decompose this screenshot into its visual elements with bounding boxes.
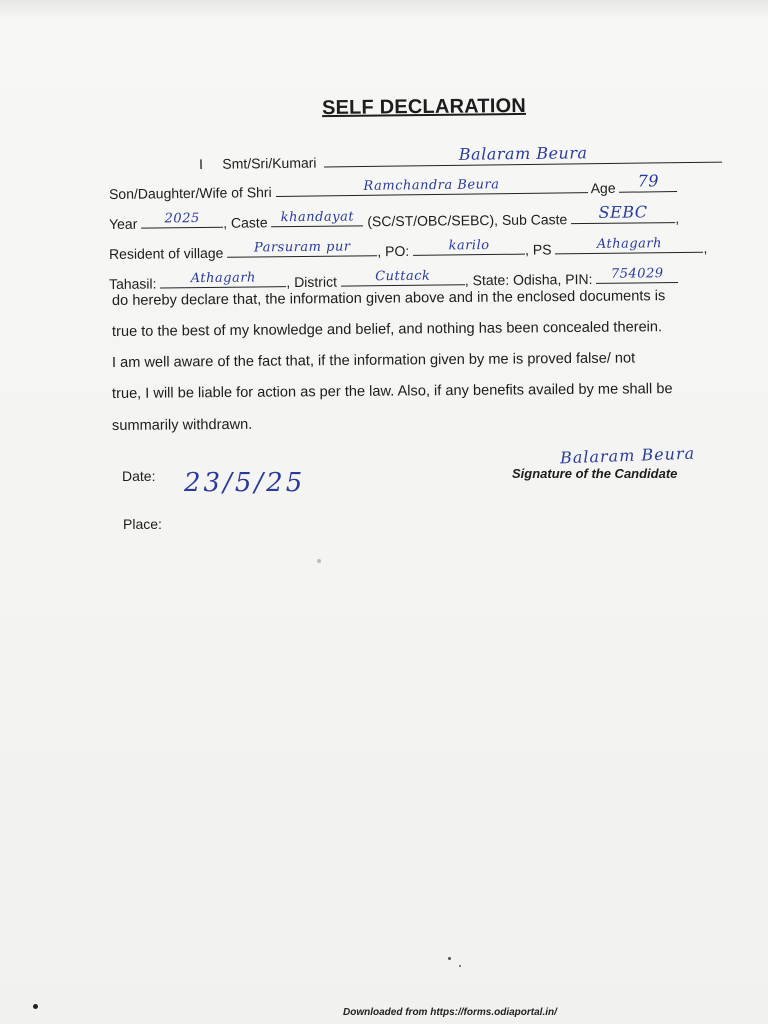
declaration-line-2: true to the best of my knowledge and belief, and nothing has been concealed therein. [111,319,663,340]
download-source-footer: Downloaded from https://forms.odiaportal.in/ [343,1007,557,1018]
sub-caste-field [571,202,675,224]
district-label: , District [286,273,338,291]
date-value: 23/5/25 [184,468,306,498]
year-field [141,211,223,229]
village-value: Parsuram pur [253,239,351,256]
pin-value: 754029 [610,266,664,282]
tahasil-value: Athagarh [190,270,256,287]
pronoun-i: I [198,155,204,172]
pin-field [596,266,678,284]
scan-speck [33,1004,38,1009]
declaration-line-1: do hereby declare that, the information given above and in the enclosed documents is [111,288,666,309]
po-label: , PO: [377,242,410,260]
year-label: Year [108,215,138,232]
relation-label: Son/Daughter/Wife of Shri [108,184,272,202]
name-line [198,143,722,172]
scan-shadow [0,0,768,20]
age-value: 79 [637,171,660,191]
residence-line: Resident of village Parsuram pur , PO: karilo , PS Athagarh , [108,236,708,262]
scan-speck [459,965,461,967]
signature-handwritten: Balaram Beura [559,443,696,468]
declaration-line-4: true, I will be liable for action as per the law. Also, if any benefits availed by me shall be [111,381,673,402]
ps-value: Athagarh [596,236,663,252]
sub-caste-value: SEBC [598,202,648,222]
declaration-line-3: I am well aware of the fact that, if the information given by me is proved false/ not [111,350,636,371]
date-label: Date: [122,468,156,484]
po-field [413,238,525,256]
caste-value: khandayat [280,209,355,226]
name-label: Smt/Sri/Kumari [222,154,317,172]
year-value: 2025 [164,211,200,227]
age-field [619,171,677,193]
po-value: karilo [448,238,490,254]
village-field [227,239,377,258]
place-label: Place: [123,516,162,532]
tahasil-field [160,270,286,288]
signature-label: Signature of the Candidate [512,466,678,481]
tahasil-label: Tahasil: [108,275,157,292]
caste-field [271,209,363,227]
village-label: Resident of village [108,244,224,262]
scan-speck [317,559,321,563]
caste-line: Year 2025 , Caste khandayat (SC/ST/OBC/SEBC), Sub Caste SEBC , [108,202,680,232]
declaration-line-5: summarily withdrawn. [111,416,253,434]
district-value: Cuttack [375,268,431,285]
ps-field [555,236,703,255]
age-label: Age [590,179,616,197]
ps-label: , PS [525,241,552,258]
document-title: SELF DECLARATION [321,94,527,120]
category-label: (SC/ST/OBC/SEBC), Sub Caste [367,211,568,230]
name-value: Balaram Beura [458,143,588,164]
district-field [341,268,465,286]
state-label: , State: Odisha, PIN: [464,270,593,289]
relation-line [108,171,678,202]
father-value: Ramchandra Beura [363,177,500,194]
scan-speck [448,957,451,960]
caste-label: , Caste [223,214,268,231]
name-field [324,143,722,168]
father-field [275,176,587,197]
